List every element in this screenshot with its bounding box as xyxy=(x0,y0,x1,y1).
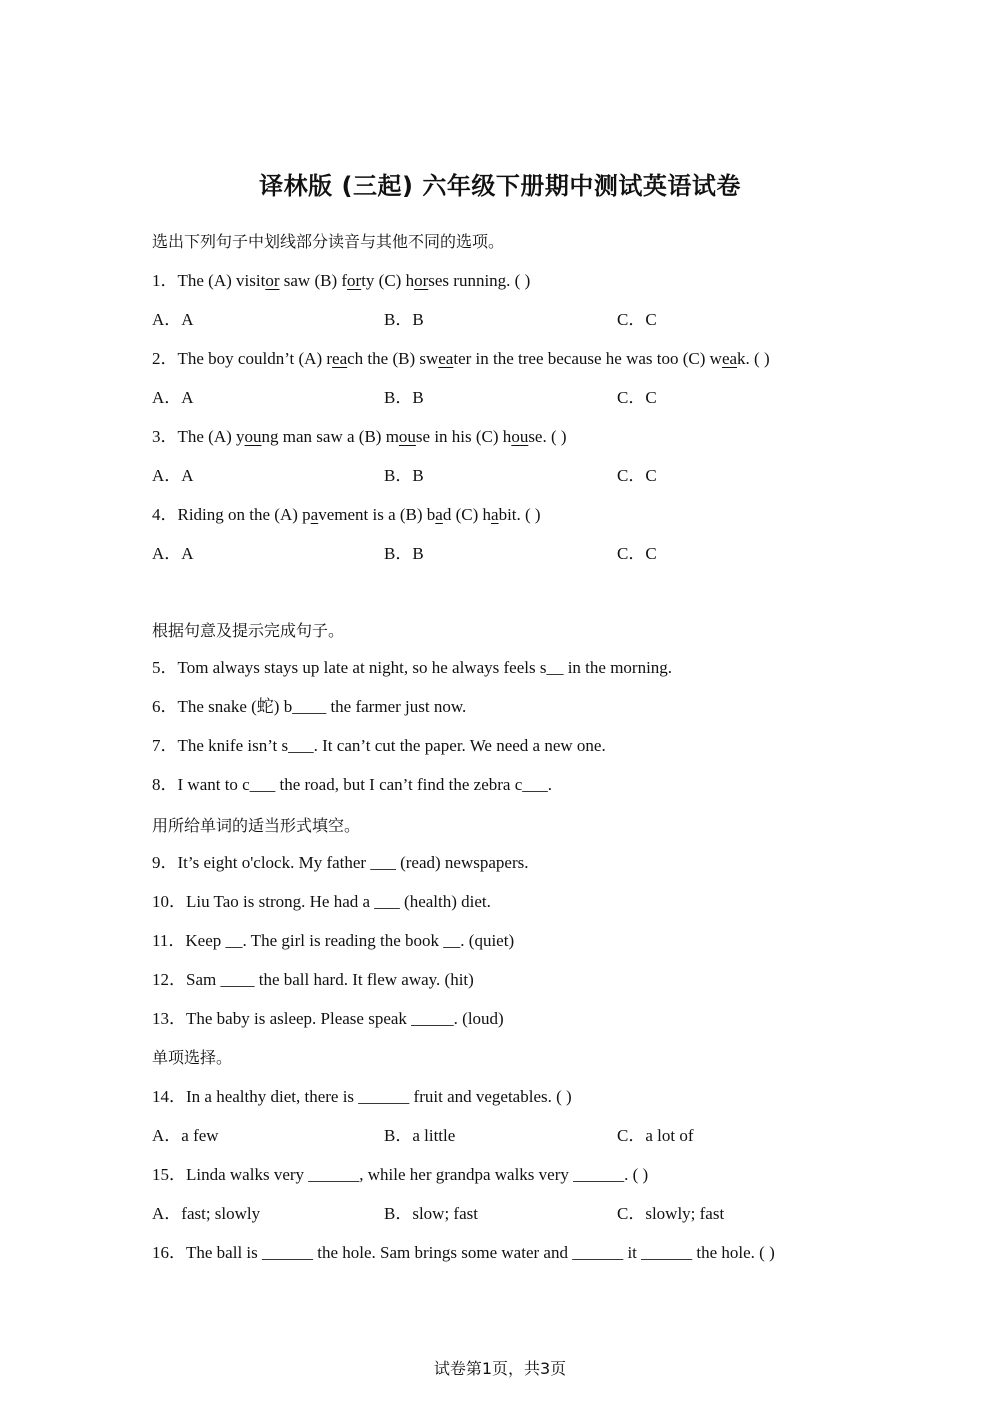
question-text: se in his (C) h xyxy=(415,427,512,446)
question-3 xyxy=(152,425,567,449)
question-text: saw (B) f xyxy=(279,271,348,290)
question-2 xyxy=(152,347,770,371)
option-c: C．a lot of xyxy=(617,1126,694,1145)
page-footer: 试卷第1页，共3页 xyxy=(433,1359,567,1378)
option-a: A．A xyxy=(152,466,194,485)
question-text: ty (C) h xyxy=(361,271,415,290)
underlined-letters: ea xyxy=(438,349,454,368)
section-heading-complete-sentences: 根据句意及提示完成句子。 xyxy=(152,621,345,640)
question-7: 7．The knife isn’t s___. It can’t cut the paper. We need a new one. xyxy=(152,736,606,755)
option-c: C．C xyxy=(617,388,657,407)
underlined-letters: a xyxy=(491,505,499,524)
option-b: B．a little xyxy=(384,1126,456,1145)
underlined-letters: or xyxy=(347,271,362,290)
question-text: The (A) visit xyxy=(177,271,266,290)
question-number: 2． xyxy=(152,349,178,368)
question-text: The (A) y xyxy=(177,427,245,446)
question-text: Riding on the (A) p xyxy=(177,505,311,524)
option-a: A．a few xyxy=(152,1126,219,1145)
underlined-letters: ea xyxy=(721,349,738,368)
option-c: C．C xyxy=(617,310,657,329)
question-number: 3． xyxy=(152,427,178,446)
question-text: vement is a (B) b xyxy=(318,505,436,524)
option-a: A．fast; slowly xyxy=(152,1204,261,1223)
underlined-letters: a xyxy=(435,505,443,524)
option-a: A．A xyxy=(152,544,194,563)
question-4 xyxy=(152,503,541,527)
underlined-letters: ou xyxy=(398,427,416,446)
question-text: d (C) h xyxy=(442,505,492,524)
question-15: 15．Linda walks very ______, while her grandpa walks very ______. ( ) xyxy=(152,1165,649,1184)
page-title: 译林版 (三起) 六年级下册期中测试英语试卷 xyxy=(259,172,741,200)
option-c: C．C xyxy=(617,544,657,563)
section-heading-pronunciation: 选出下列句子中划线部分读音与其他不同的选项。 xyxy=(152,232,505,251)
question-text: bit. ( ) xyxy=(498,505,541,524)
question-1 xyxy=(152,269,530,293)
question-13: 13．The baby is asleep. Please speak _____. (loud) xyxy=(152,1009,504,1028)
question-text: k. ( ) xyxy=(737,349,770,368)
question-text: se. ( ) xyxy=(528,427,567,446)
option-c: C．C xyxy=(617,466,657,485)
option-b: B．B xyxy=(384,544,424,563)
option-b: B．B xyxy=(384,466,424,485)
question-number: 1． xyxy=(152,271,178,290)
question-9: 9．It’s eight o'clock. My father ___ (read) newspapers. xyxy=(152,853,529,872)
underlined-letters: ou xyxy=(244,427,262,446)
question-5: 5．Tom always stays up late at night, so he always feels s__ in the morning. xyxy=(152,658,673,677)
option-c: C．slowly; fast xyxy=(617,1204,725,1223)
question-text: ng man saw a (B) m xyxy=(261,427,399,446)
option-b: B．B xyxy=(384,388,424,407)
question-10: 10．Liu Tao is strong. He had a ___ (health) diet. xyxy=(152,892,491,911)
section-heading-word-forms: 用所给单词的适当形式填空。 xyxy=(152,816,361,835)
question-number: 4． xyxy=(152,505,178,524)
underlined-letters: ea xyxy=(332,349,348,368)
question-text: ter in the tree because he was too (C) w xyxy=(453,349,722,368)
question-8: 8．I want to c___ the road, but I can’t find the zebra c___. xyxy=(152,775,552,794)
underlined-letters: or xyxy=(414,271,429,290)
option-a: A．A xyxy=(152,388,194,407)
question-16: 16．The ball is ______ the hole. Sam brings some water and ______ it ______ the hole. ( ) xyxy=(152,1243,775,1262)
option-b: B．B xyxy=(384,310,424,329)
underlined-letters: or xyxy=(265,271,280,290)
option-a: A．A xyxy=(152,310,194,329)
underlined-letters: ou xyxy=(511,427,529,446)
option-b: B．slow; fast xyxy=(384,1204,478,1223)
question-text: ch the (B) sw xyxy=(347,349,439,368)
question-12: 12．Sam ____ the ball hard. It flew away. (hit) xyxy=(152,970,474,989)
question-6: 6．The snake (蛇) b____ the farmer just now. xyxy=(152,697,467,716)
question-text: The boy couldn’t (A) r xyxy=(177,349,333,368)
question-text: ses running. ( ) xyxy=(428,271,531,290)
question-11: 11．Keep __. The girl is reading the book __. (quiet) xyxy=(152,931,515,950)
section-heading-multiple-choice: 单项选择。 xyxy=(152,1048,233,1067)
underlined-letters: a xyxy=(310,505,319,524)
question-14: 14．In a healthy diet, there is ______ fruit and vegetables. ( ) xyxy=(152,1087,572,1106)
